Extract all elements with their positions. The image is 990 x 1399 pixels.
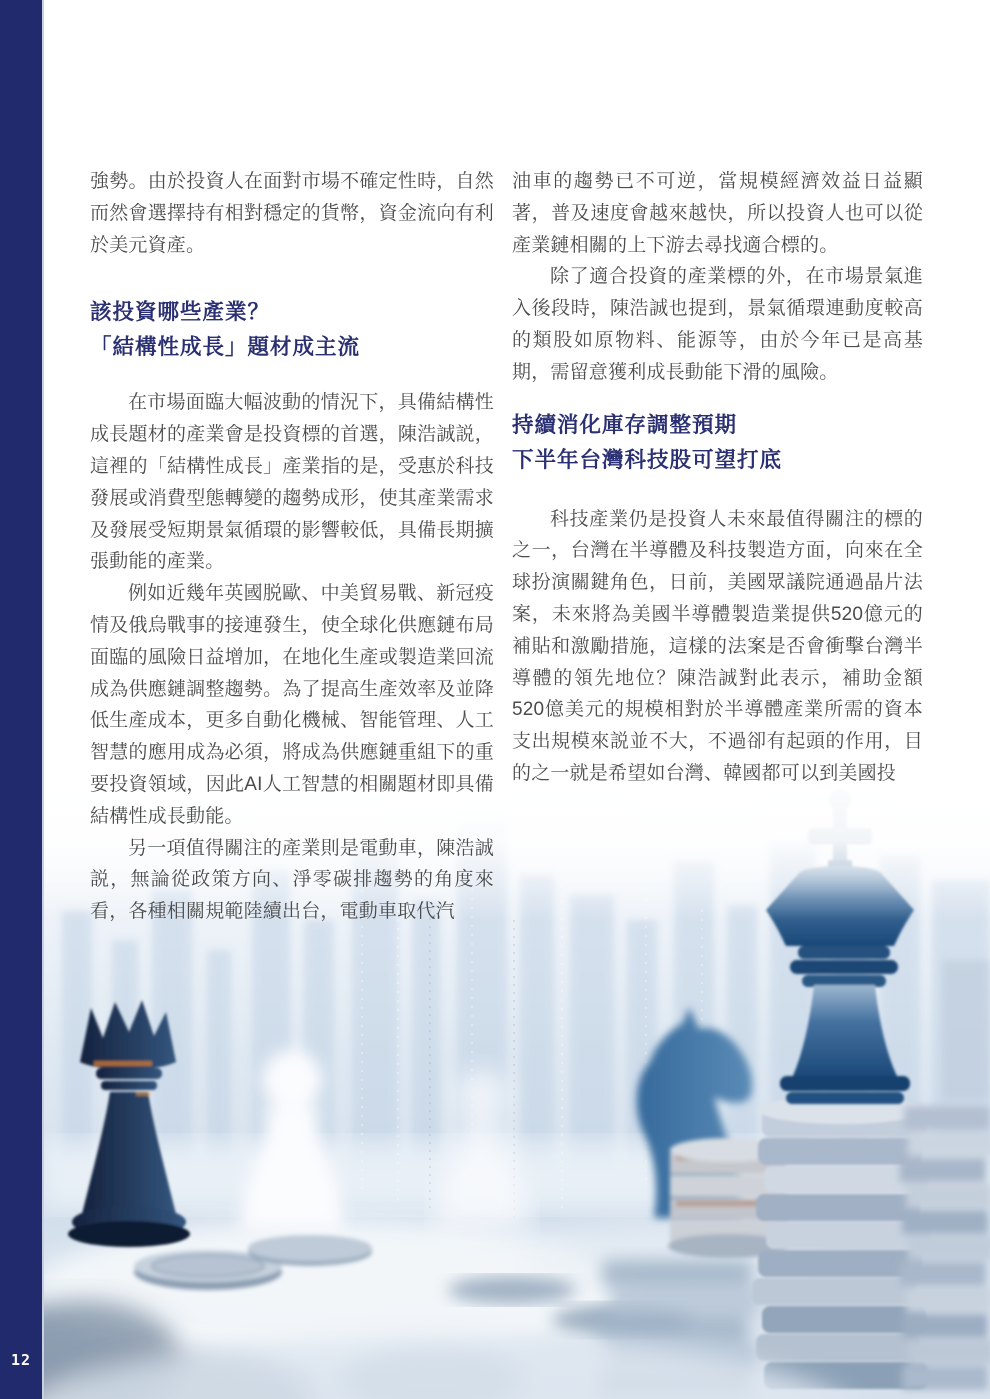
heading-line: 下半年台灣科技股可望打底	[512, 447, 783, 472]
paragraph-semiconductor: 科技產業仍是投資人未來最值得關注的標的之一，台灣在半導體及科技製造方面，向來在全球扮演關鍵角色，日前，美國眾議院通過晶片法案，未來將為美國半導體製造業提供520億元的補貼和激勵措施，這樣的法案是否會衝擊台灣半導體的領先地位？陳浩誠對此表示，補助金額520億美元的規模相對於半導體產業所需的資本支出規模來説並不大，不過卻有起頭的作用，目的之一就是希望如台灣、韓國都可以到美國投	[512, 508, 923, 784]
paragraph-ev-continued: 油車的趨勢已不可逆，當規模經濟效益日益顯著，普及速度會越來越快，所以投資人也可以從產業鏈相關的上下游去尋找適合標的。	[512, 171, 923, 256]
left-column	[90, 166, 494, 928]
paragraph-cyclicals: 除了適合投資的產業標的外，在市場景氣進入後段時，陳浩誠也提到，景氣循環連動度較高的類股如原物料、能源等，由於今年已是高基期，需留意獲利成長動能下滑的風險。	[512, 266, 923, 383]
left-edge-band	[0, 0, 44, 1399]
paragraph-supply-chain: 例如近幾年英國脱歐、中美貿易戰、新冠疫情及俄烏戰事的接連發生，使全球化供應鏈布局面臨的風險日益增加，在地化生產或製造業回流成為供應鏈調整趨勢。為了提高生產效率及並降低生產成本，更多自動化機械、智能管理、人工智慧的應用成為必須，將成為供應鏈重組下的重要投資領域，因此AI人工智慧的相關題材即具備結構性成長動能。	[90, 583, 494, 827]
page-number: 12	[10, 1351, 32, 1369]
heading-line: 「結構性成長」題材成主流	[90, 335, 361, 360]
section-heading-industries	[90, 295, 494, 365]
paragraph-ev: 另一項值得關注的產業則是電動車，陳浩誠説，無論從政策方向、淨零碳排趨勢的角度來看，各種相關規範陸續出台，電動車取代汽	[90, 837, 494, 923]
paragraph-structural-growth: 在市場面臨大幅波動的情況下，具備結構性成長題材的產業會是投資標的首選，陳浩誠説，這裡的「結構性成長」產業指的是，受惠於科技發展或消費型態轉變的趨勢成形，使其產業需求及發展受短期景氣循環的影響較低，具備長期擴張動能的產業。	[90, 392, 494, 573]
king-coin-stack	[752, 1096, 930, 1389]
section-heading-taiwan-tech	[512, 408, 923, 478]
right-column	[512, 166, 923, 790]
heading-line: 持續消化庫存調整預期	[512, 412, 738, 437]
paragraph-currency: 強勢。由於投資人在面對市場不確定性時，自然而然會選擇持有相對穩定的貨幣，資金流向有利於美元資產。	[90, 171, 494, 256]
heading-line: 該投資哪些產業？	[90, 300, 271, 325]
